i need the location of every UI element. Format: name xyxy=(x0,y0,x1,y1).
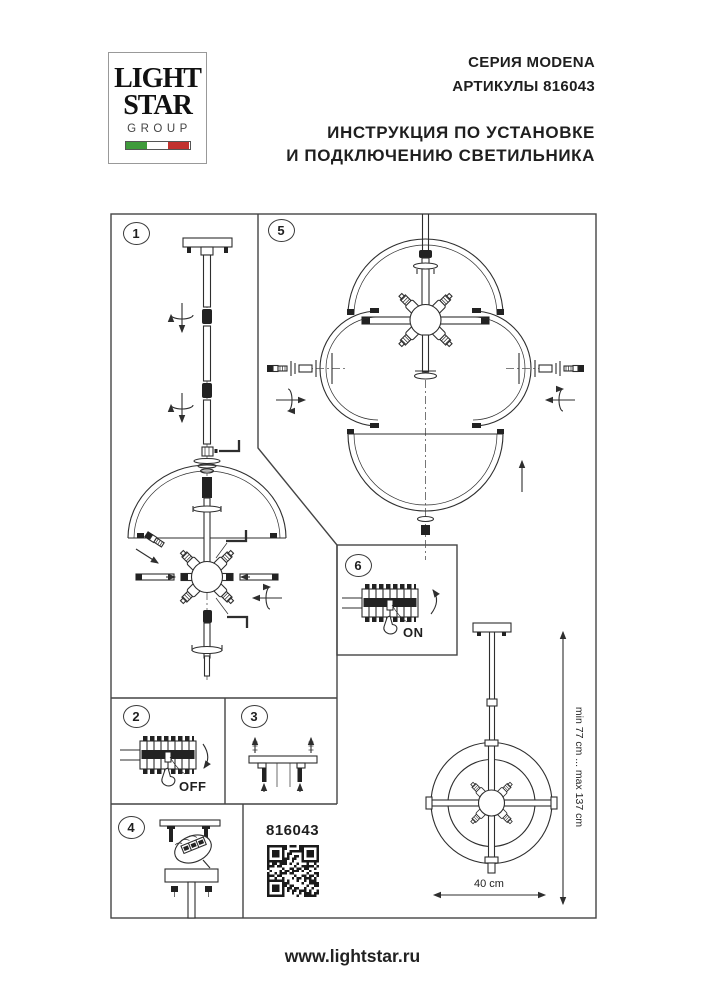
breaker-on-label: ON xyxy=(403,625,424,640)
logo-word-light: LIGHT xyxy=(114,63,201,94)
step-5-badge: 5 xyxy=(268,219,295,242)
qr-code xyxy=(267,845,319,897)
width-dimension-label: 40 cm xyxy=(474,878,504,890)
logo-word-star: STAR xyxy=(123,90,192,121)
instruction-title-line2: И ПОДКЛЮЧЕНИЮ СВЕТИЛЬНИКА xyxy=(286,146,595,166)
logo-word-group: GROUP xyxy=(127,123,192,135)
step3-drawing xyxy=(249,738,317,792)
series-label: СЕРИЯ MODENA xyxy=(468,54,595,71)
step-2-badge: 2 xyxy=(123,705,150,728)
step4-drawing xyxy=(160,820,220,918)
step-3-badge: 3 xyxy=(241,705,268,728)
height-dimension-label: min 77 cm ... max 137 cm xyxy=(573,706,585,828)
article-label: АРТИКУЛЫ 816043 xyxy=(452,78,595,95)
step1-drawing xyxy=(128,238,286,682)
product-dimensions-drawing xyxy=(426,623,563,904)
website-url: www.lightstar.ru xyxy=(284,946,421,966)
breaker-off-label: OFF xyxy=(179,779,207,794)
instruction-title-line1: ИНСТРУКЦИЯ ПО УСТАНОВКЕ xyxy=(327,123,595,142)
step-4-badge: 4 xyxy=(118,816,145,839)
article-number: 816043 xyxy=(266,822,320,839)
step-1-badge: 1 xyxy=(123,222,150,245)
step-6-badge: 6 xyxy=(345,554,372,577)
step5-drawing xyxy=(267,214,584,560)
